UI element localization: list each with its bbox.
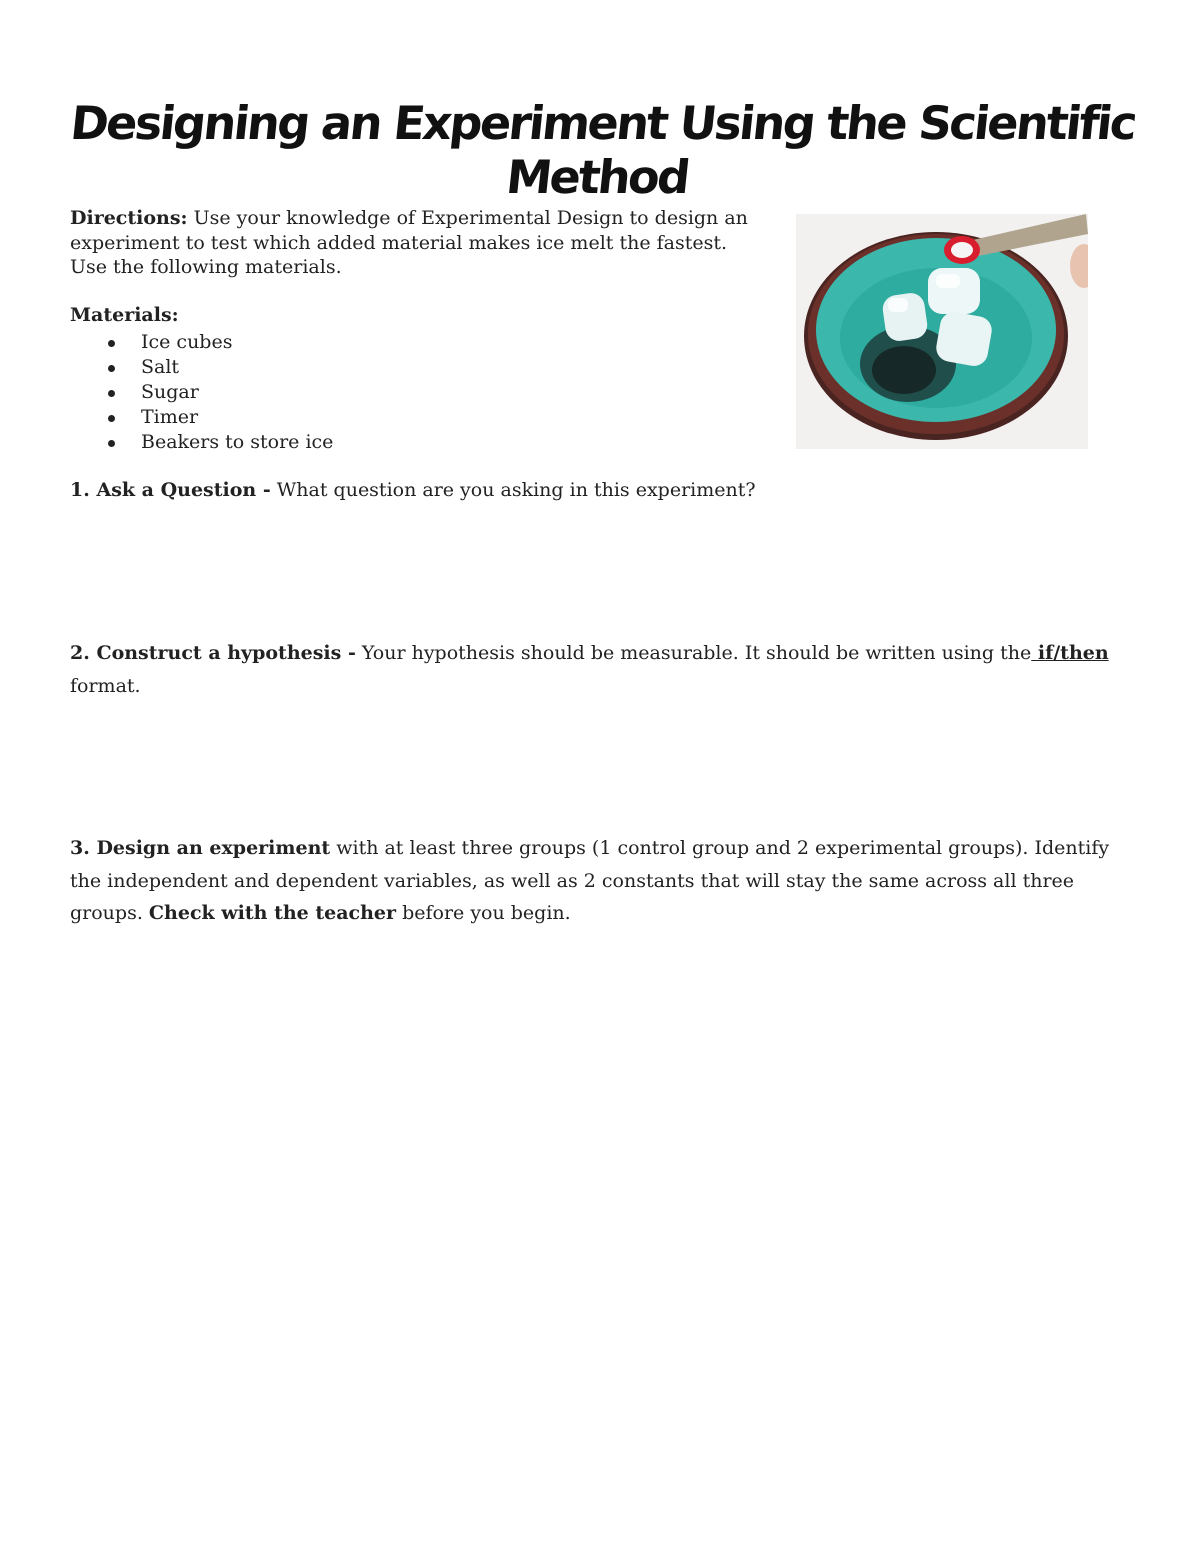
materials-list bbox=[70, 330, 333, 455]
directions-paragraph bbox=[70, 206, 760, 280]
page-title: Designing an Experiment Using the Scientific Method bbox=[67, 96, 1138, 204]
if-then-emphasis: if/then bbox=[1031, 642, 1109, 664]
list-item: Timer bbox=[70, 405, 333, 430]
question-3 bbox=[70, 832, 1130, 930]
bullet-icon bbox=[108, 340, 115, 347]
directions-label: Directions: bbox=[70, 207, 188, 229]
materials-heading: Materials: bbox=[70, 304, 179, 326]
bullet-icon bbox=[108, 415, 115, 422]
question-2 bbox=[70, 637, 1130, 702]
check-teacher-label: Check with the teacher bbox=[148, 902, 397, 924]
question-2-text: Your hypothesis should be measurable. It should be written using the bbox=[355, 642, 1032, 664]
question-1 bbox=[70, 474, 1130, 507]
question-2-text-end: format. bbox=[70, 674, 141, 697]
bullet-icon bbox=[108, 365, 115, 372]
question-1-text: What question are you asking in this experiment? bbox=[270, 479, 756, 501]
list-item: Sugar bbox=[70, 380, 333, 405]
ice-bowl-photo bbox=[796, 214, 1088, 449]
list-item: Beakers to store ice bbox=[70, 430, 333, 455]
list-item: Ice cubes bbox=[70, 330, 333, 355]
question-3-label: 3. Design an experiment bbox=[70, 837, 331, 859]
bullet-icon bbox=[108, 440, 115, 447]
question-3-text-end: before you begin. bbox=[396, 902, 571, 924]
question-1-label: 1. Ask a Question - bbox=[70, 479, 271, 501]
question-2-label: 2. Construct a hypothesis - bbox=[70, 642, 356, 664]
list-item: Salt bbox=[70, 355, 333, 380]
question-3-text: with at least three groups (1 control group and 2 experimental groups). Identify the independent and dependent variables, as well as 2 constants that will stay the same across all three groups. bbox=[70, 837, 1110, 924]
bullet-icon bbox=[108, 390, 115, 397]
directions-text: Use your knowledge of Experimental Design to design an experiment to test which added material makes ice melt the fastest. Use the following materials. bbox=[70, 207, 748, 278]
